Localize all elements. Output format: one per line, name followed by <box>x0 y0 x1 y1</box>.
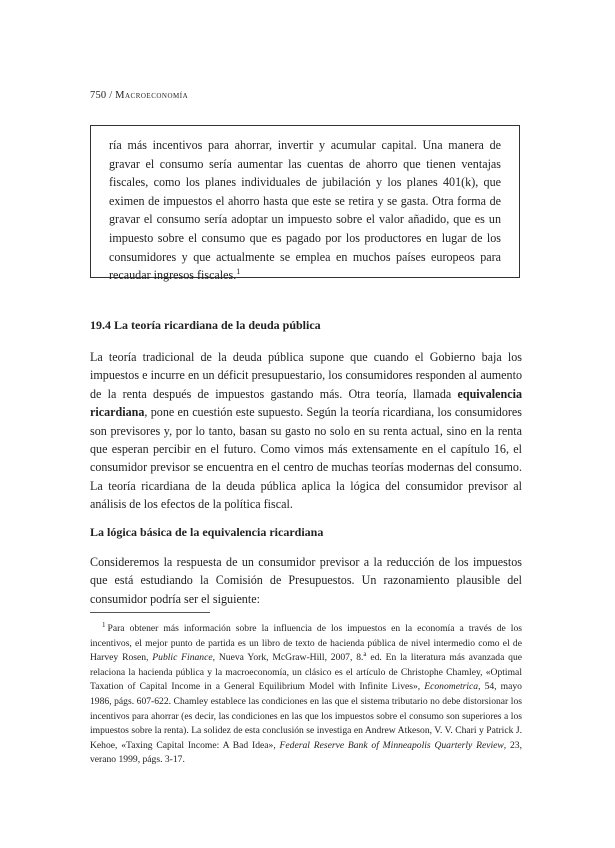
footnote-text: , 23, verano 1999, págs. 3-17. <box>90 739 522 766</box>
footnote-title: Public Finance <box>152 652 213 664</box>
footnote-ordinal: a <box>363 650 367 658</box>
paragraph-ricardian-theory <box>90 348 522 514</box>
footnote-reference: 1 <box>236 267 241 277</box>
footnote <box>90 622 522 768</box>
footnote-number: 1 <box>102 620 106 629</box>
key-term: equivalencia ricardiana <box>90 386 522 420</box>
footnote-text: , Nueva York, McGraw-Hill, 2007, 8. <box>212 652 364 664</box>
paragraph-consumer-response: Consideremos la respuesta de un consumidor previsor a la reducción de los impuestos que está estudiando la Comisión de Presupuestos. Un razonamiento plausible del consumidor podría ser el siguiente: <box>90 555 522 606</box>
running-header <box>90 90 188 101</box>
header-separator: / <box>109 90 113 101</box>
section-heading: 19.4 La teoría ricardiana de la deuda pública <box>90 318 321 332</box>
boxed-text <box>90 125 520 283</box>
paragraph-text: La teoría tradicional de la deuda pública supone que cuando el Gobierno baja los impuestos e incurre en un déficit presupuestario, los consumidores responden al aumento de la renta después de impuestos gastando más. Otra teoría, llamada <box>90 350 522 401</box>
footnote-text: , 54, mayo 1986, págs. 607-622. Chamley establece las condiciones en las que el sistema tributario no debe distorsionar los incentivos para ahorrar (es decir, las condiciones en las que los impuestos sobre el consumo son superiores a los impuestos sobre la renta). La solidez de esta conclusión se investiga en Andrew Atkeson, V. V. Chari y Patrick J. Kehoe, «Taxing Capital Income: A Bad Idea», <box>90 681 522 751</box>
subsection-heading: La lógica básica de la equivalencia ricardiana <box>90 525 324 539</box>
footnote-text: ed. En la literatura más avanzada que relaciona la hacienda pública y la macroeconomía, un clásico es el artículo de Christophe Chamley, «Optimal Taxation of Capital Income in a General Equilibrium Model with Infinite Lives», <box>90 652 523 693</box>
footnote-title: Econometrica <box>424 681 479 693</box>
footnote-title: Federal Reserve Bank of Minneapolis Quarterly Review <box>279 739 504 751</box>
boxed-paragraph: ría más incentivos para ahorrar, invertir y acumular capital. Una manera de gravar el consumo sería aumentar las cuentas de ahorro que tienen ventajas fiscales, como los planes individuales de jubilación y los planes 401(k), que eximen de impuestos el ahorro hasta que este se retira y se gasta. Otra forma de gravar el consumo sería adoptar un impuesto sobre el valor añadido, que es un impuesto sobre el consumo que es pagado por los productores en lugar de los consumidores y que actualmente se emplea en muchos países europeos para recaudar ingresos fiscales. <box>109 138 501 283</box>
paragraph-text: , pone en cuestión este supuesto. Según la teoría ricardiana, los consumidores son previsores y, por lo tanto, basan su gasto no solo en su renta actual, sino en la renta que esperan percibir en el futuro. Como vimos más extensamente en el capítulo 16, el consumidor previsor se encuentra en el centro de muchas teorías modernas del consumo. La teoría ricardiana de la deuda pública aplica la lógica del consumidor previsor al análisis de los efectos de la política fiscal. <box>90 405 522 512</box>
page-number: 750 <box>90 90 107 101</box>
footnote-divider <box>90 612 210 613</box>
footnote-text: Para obtener más información sobre la influencia de los impuestos en la economía a través de los incentivos, el mejor punto de partida es un libro de texto de hacienda pública de nivel intermedio como el de Harvey Rosen, <box>90 623 522 664</box>
book-title: Macroeconomía <box>115 90 189 101</box>
